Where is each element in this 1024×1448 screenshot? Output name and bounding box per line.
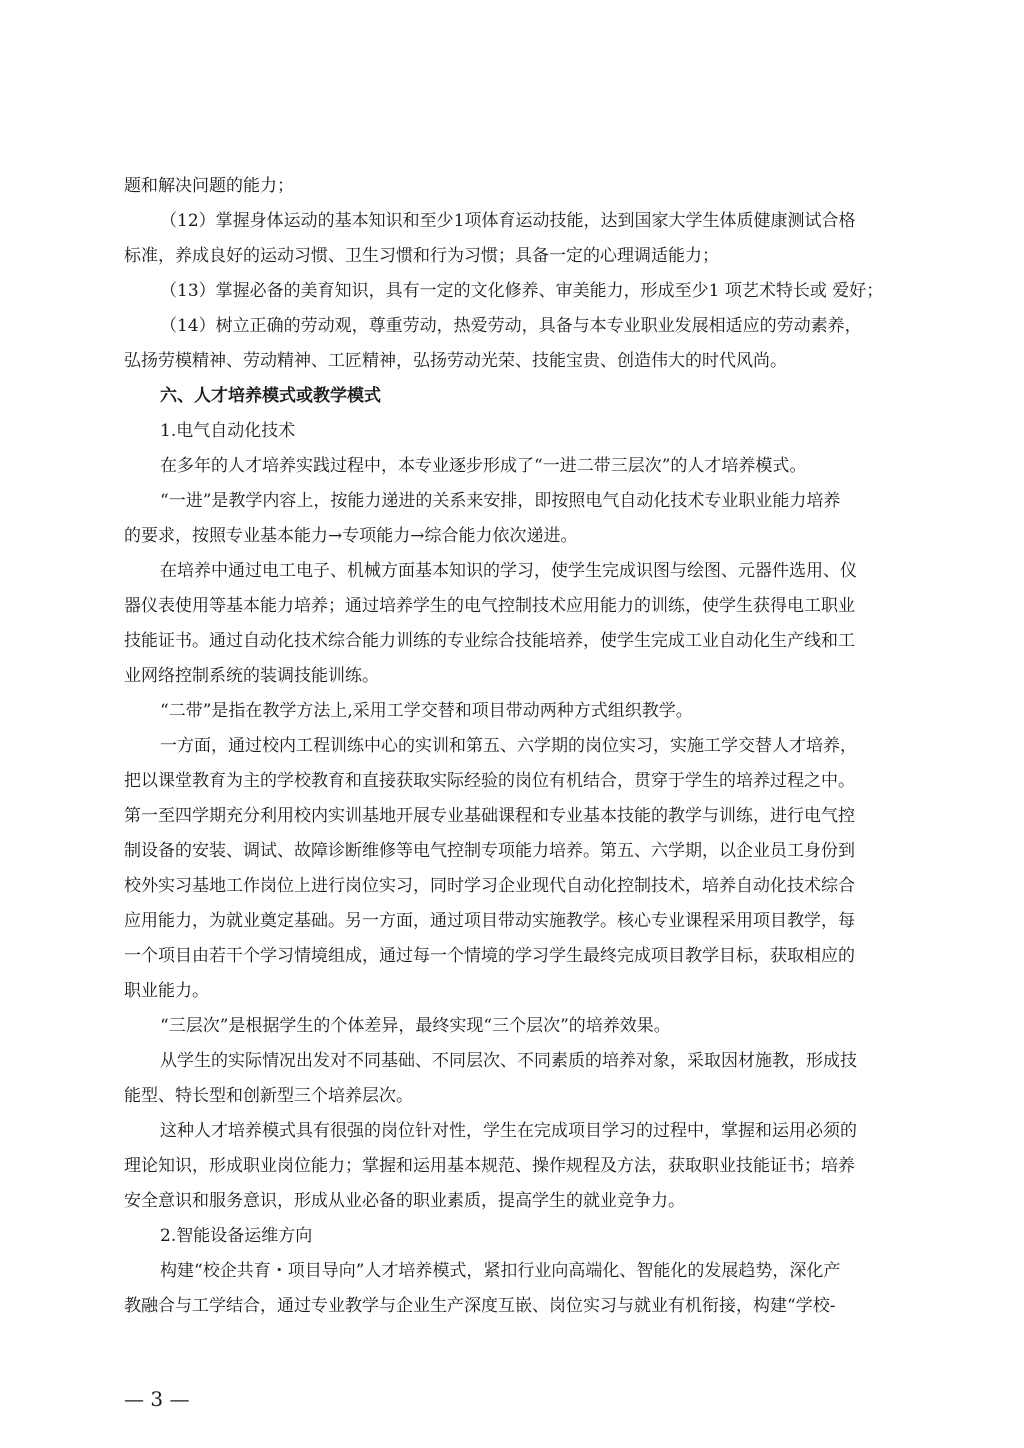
text-line: 这种人才培养模式具有很强的岗位针对性，学生在完成项目学习的过程中，掌握和运用必须的	[160, 1121, 857, 1141]
text-line: 构建“校企共育・项目导向”人才培养模式，紧扣行业向高端化、智能化的发展趋势，深化产	[160, 1261, 841, 1281]
text-line: 一个项目由若干个学习情境组成，通过每一个情境的学习学生最终完成项目教学目标，获取相应的	[124, 946, 855, 966]
text-line: 校外实习基地工作岗位上进行岗位实习，同时学习企业现代自动化控制技术，培养自动化技术综合	[124, 876, 855, 896]
section-heading: 六、人才培养模式或教学模式	[160, 386, 381, 406]
text-line: 一方面，通过校内工程训练中心的实训和第五、六学期的岗位实习，实施工学交替人才培养，	[160, 736, 857, 756]
text-line: （12）掌握身体运动的基本知识和至少1项体育运动技能，达到国家大学生体质健康测试合格	[160, 211, 856, 231]
text-line: 制设备的安装、调试、故障诊断维修等电气控制专项能力培养。第五、六学期，以企业员工身份到	[124, 841, 855, 861]
text-line: 教融合与工学结合，通过专业教学与企业生产深度互嵌、岗位实习与就业有机衔接，构建“学校-	[124, 1296, 836, 1316]
text-line: “二带”是指在教学方法上,采用工学交替和项目带动两种方式组织教学。	[160, 701, 693, 721]
text-line: 题和解决问题的能力；	[124, 176, 294, 196]
text-line: 器仪表使用等基本能力培养；通过培养学生的电气控制技术应用能力的训练，使学生获得电工职业	[124, 596, 855, 616]
subsection-heading: 2.智能设备运维方向	[160, 1226, 313, 1246]
text-line: 在多年的人才培养实践过程中，本专业逐步形成了“一进二带三层次”的人才培养模式。	[160, 456, 807, 476]
text-line: 职业能力。	[124, 981, 209, 1001]
page-number: — 3 —	[124, 1387, 190, 1411]
text-line: 技能证书。通过自动化技术综合能力训练的专业综合技能培养，使学生完成工业自动化生产线和工	[124, 631, 855, 651]
text-line: 能型、特长型和创新型三个培养层次。	[124, 1086, 413, 1106]
text-line: （13）掌握必备的美育知识，具有一定的文化修养、审美能力，形成至少1 项艺术特长或 爱好；	[160, 281, 884, 301]
text-line: 业网络控制系统的装调技能训练。	[124, 666, 379, 686]
text-line: 第一至四学期充分利用校内实训基地开展专业基础课程和专业基本技能的教学与训练，进行电气控	[124, 806, 855, 826]
text-line: 把以课堂教育为主的学校教育和直接获取实际经验的岗位有机结合，贯穿于学生的培养过程之中。	[124, 771, 855, 791]
text-line: 从学生的实际情况出发对不同基础、不同层次、不同素质的培养对象，采取因材施教，形成技	[160, 1051, 857, 1071]
text-line: （14）树立正确的劳动观，尊重劳动，热爱劳动，具备与本专业职业发展相适应的劳动素养，	[160, 316, 862, 336]
text-line: 安全意识和服务意识，形成从业必备的职业素质，提高学生的就业竞争力。	[124, 1191, 685, 1211]
text-line: 应用能力，为就业奠定基础。另一方面，通过项目带动实施教学。核心专业课程采用项目教学，每	[124, 911, 855, 931]
subsection-heading: 1.电气自动化技术	[160, 421, 296, 441]
text-line: “一进”是教学内容上，按能力递进的关系来安排，即按照电气自动化技术专业职业能力培养	[160, 491, 841, 511]
text-line: 理论知识，形成职业岗位能力；掌握和运用基本规范、操作规程及方法，获取职业技能证书；培养	[124, 1156, 855, 1176]
text-line: 在培养中通过电工电子、机械方面基本知识的学习，使学生完成识图与绘图、元器件选用、仪	[160, 561, 857, 581]
text-line: 弘扬劳模精神、劳动精神、工匠精神，弘扬劳动光荣、技能宝贵、创造伟大的时代风尚。	[124, 351, 787, 371]
text-line: “三层次”是根据学生的个体差异，最终实现“三个层次”的培养效果。	[160, 1016, 671, 1036]
text-line: 的要求，按照专业基本能力→专项能力→综合能力依次递进。	[124, 526, 578, 546]
text-line: 标准，养成良好的运动习惯、卫生习惯和行为习惯；具备一定的心理调适能力；	[124, 246, 719, 266]
